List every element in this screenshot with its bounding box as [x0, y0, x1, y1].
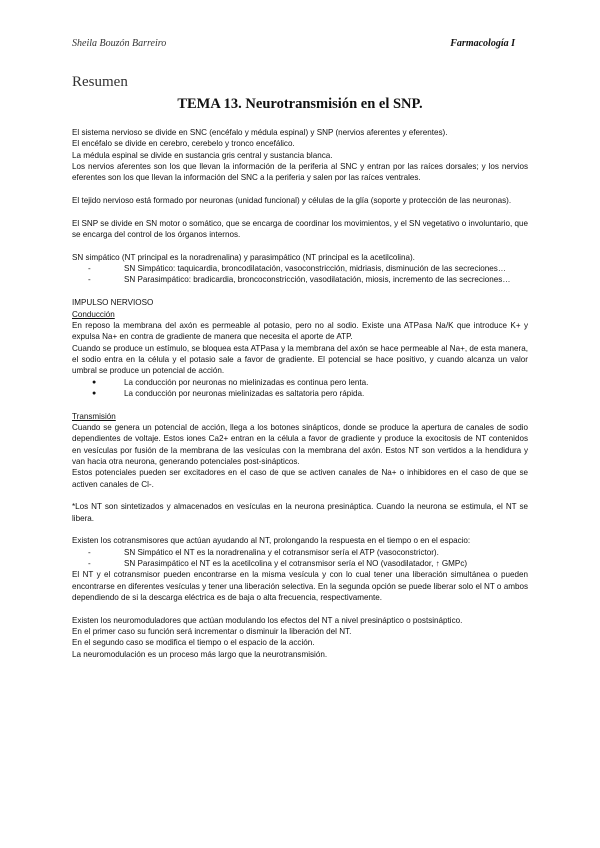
nt-sintetizados-paragraph: *Los NT son sintetizados y almacenados en vesículas en la neurona presináptica. Cuando la neurona se estimula, el NT se libera. [72, 502, 528, 523]
sn-list [72, 263, 528, 286]
list-item-text: SN Parasimpático el NT es la acetilcolina y el cotransmisor sería el NO (vasodilatador, ↑ GMPc) [124, 559, 468, 569]
transmision-paragraph: Estos potenciales pueden ser excitadores en el caso de que se activen canales de Na+ o inhibidores en el caso de que se activen canales de Cl-. [72, 468, 528, 489]
bullet-marker: ● [92, 378, 97, 386]
bullet-marker: ● [92, 389, 97, 397]
cotransmisores-paragraph: El NT y el cotransmisor pueden encontrarse en la misma vesícula y con lo cual tener una liberación simultánea o pueden encontrarse en diferentes vesículas y tener una liberación selectiva. En la segunda opción se puede liberar solo el NT o ambos dependiendo de si la descarga eléctrica es de baja o alta frecuencia, respectivamente. [72, 570, 528, 603]
intro-line: La médula espinal se divide en sustancia gris central y sustancia blanca. [72, 150, 333, 160]
conduccion-bullets [72, 377, 528, 400]
intro-line: El encéfalo se divide en cerebro, cerebelo y tronco encefálico. [72, 139, 295, 149]
sn-simpatico-intro: SN simpático (NT principal es la noradrenalina) y parasimpático (NT principal es la acetilcolina). [72, 252, 415, 262]
list-item-text: La conducción por neuronas mielinizadas es saltatoria pero rápida. [124, 388, 365, 398]
tejido-paragraph: El tejido nervioso está formado por neuronas (unidad funcional) y células de la glía (soporte y protección de las neuronas). [72, 196, 512, 206]
conduccion-paragraph: Cuando se produce un estímulo, se bloquea esta ATPasa y la membrana del axón se hace permeable al Na+, de esta manera, el sodio entra en la célula y el potasio sale a favor de gradiente. El potencial se hace positivo, y cuando alcanza un valor umbral se produce un potencial de acción. [72, 343, 528, 376]
list-item [88, 547, 528, 558]
list-marker: - [88, 559, 91, 569]
list-marker: - [88, 264, 91, 274]
transmision-paragraph: Cuando se genera un potencial de acción, llega a los botones sinápticos, donde se produce la apertura de canales de sodio dependientes de voltaje. Estos iones Ca2+ entran en la célula a favor de gradiente y produce la exocitosis de NT contenidos en vesículas por fusión de la membrana de las vesículas con la membrana del axón. Estos NT son vertidos a la hendidura y van hacia otra neurona, generando potenciales post-sinápticos. [72, 422, 528, 466]
list-item [88, 274, 528, 285]
neuromoduladores-line: En el primer caso su función será incrementar o disminuir la liberación del NT. [72, 627, 352, 637]
document-body [72, 127, 528, 660]
list-item [88, 263, 528, 274]
list-item-text: SN Simpático: taquicardia, broncodilatación, vasoconstricción, midriasis, disminución de las secreciones… [124, 264, 506, 274]
list-marker: - [88, 275, 91, 285]
list-item [88, 558, 528, 569]
list-marker: - [88, 547, 91, 557]
conduccion-paragraph: En reposo la membrana del axón es permeable al potasio, pero no al sodio. Existe una ATPasa Na/K que introduce K+ y expulsa Na+ en contra de gradiente de manera que necesita el aporte de ATP. [72, 320, 528, 342]
cotransmisores-intro: Existen los cotransmisores que actúan ayudando al NT, prolongando la respuesta en el tiempo o en el espacio: [72, 536, 471, 546]
header-subject: Farmacología I [450, 38, 515, 49]
impulso-heading: IMPULSO NERVIOSO [72, 298, 154, 308]
cotransmisores-list [72, 547, 528, 570]
header-author: Sheila Bouzón Barreiro [72, 38, 167, 49]
list-item [88, 377, 528, 388]
list-item-text: SN Parasimpático: bradicardia, broncoconstricción, vasodilatación, miosis, incremento de las secreciones… [124, 275, 511, 285]
section-label: Resumen [72, 74, 128, 90]
transmision-heading: Transmisión [72, 411, 116, 421]
page-title: TEMA 13. Neurotransmisión en el SNP. [177, 96, 423, 112]
neuromoduladores-line: En el segundo caso se modifica el tiempo o el espacio de la acción. [72, 638, 315, 648]
list-item-text: La conducción por neuronas no mielinizadas es continua pero lenta. [124, 377, 369, 387]
list-item [88, 388, 528, 399]
neuromoduladores-line: Existen los neuromoduladores que actúan modulando los efectos del NT a nivel presináptico o postsináptico. [72, 615, 463, 625]
intro-line: Los nervios aferentes son los que llevan la información de la periferia al SNC y entran por las raíces dorsales; y los nervios eferentes son los que llevan la información del SNC a la periferia y salen por las raíces ventrales. [72, 162, 528, 183]
list-item-text: SN Simpático el NT es la noradrenalina y el cotransmisor sería el ATP (vasoconstrictor). [124, 547, 439, 557]
intro-line: El sistema nervioso se divide en SNC (encéfalo y médula espinal) y SNP (nervios aferentes y eferentes). [72, 128, 448, 137]
conduccion-heading: Conducción [72, 309, 115, 319]
snp-motor-paragraph: El SNP se divide en SN motor o somático, que se encarga de coordinar los movimientos, y el SN vegetativo o involuntario, que se encarga del control de los órganos internos. [72, 218, 528, 240]
neuromoduladores-line: La neuromodulación es un proceso más largo que la neurotransmisión. [72, 649, 328, 659]
